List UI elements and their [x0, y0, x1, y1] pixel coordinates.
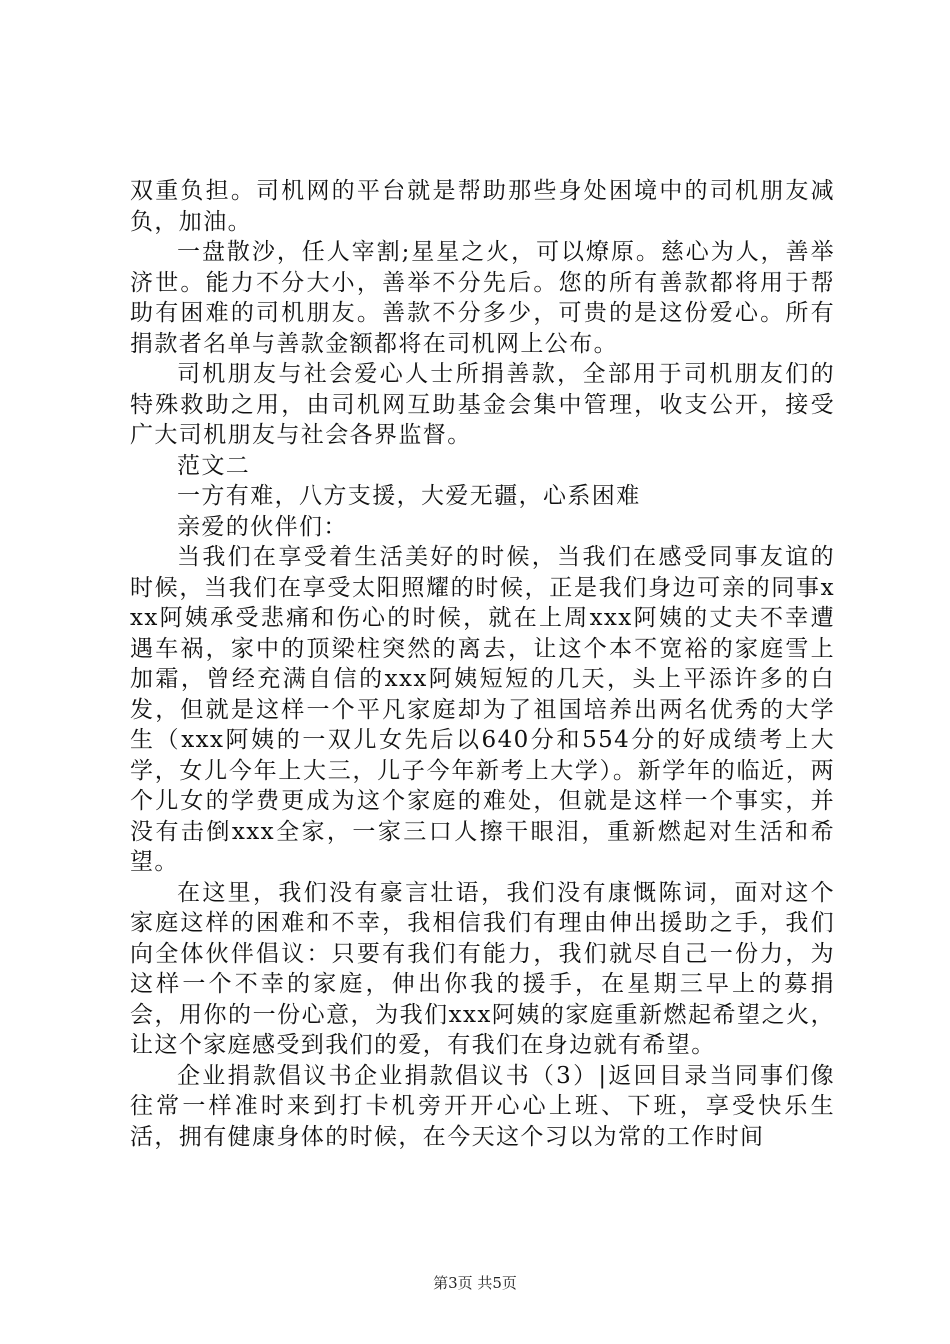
paragraph: 企业捐款倡议书企业捐款倡议书（3）|返回目录当同事们像往常一样准时来到打卡机旁开开心心上班、下班，享受快乐生活，拥有健康身体的时候，在今天这个习以为常的工作时间	[130, 1062, 835, 1150]
paragraph: 司机朋友与社会爱心人士所捐善款，全部用于司机朋友们的特殊救助之用，由司机网互助基金会集中管理，收支公开，接受广大司机朋友与社会各界监督。	[130, 361, 835, 448]
paragraph: 双重负担。司机网的平台就是帮助那些身处困境中的司机朋友减负，加油。	[130, 178, 835, 235]
salutation: 亲爱的伙伴们：	[177, 513, 348, 540]
paragraph: 在这里，我们没有豪言壮语，我们没有康慨陈词，面对这个家庭这样的困难和不幸，我相信我们有理由伸出援助之手，我们向全体伙伴倡议：只要有我们有能力，我们就尽自己一份力，为这样一个不幸的家庭，伸出你我的援手，在星期三早上的募捐会，用你的一份心意，为我们xxx阿姨的家庭重新燃起希望之火，让这个家庭感受到我们的爱，有我们在身边就有希望。	[130, 879, 835, 1058]
subtitle: 一方有难，八方支援，大爱无疆，心系困难	[177, 483, 641, 509]
document-body	[130, 176, 835, 1152]
paragraph: 当我们在享受着生活美好的时候，当我们在感受同事友谊的时候，当我们在享受太阳照耀的时候，正是我们身边可亲的同事xxx阿姨承受悲痛和伤心的时候，就在上周xxx阿姨的丈夫不幸遭遇车祸，家中的顶梁柱突然的离去，让这个本不宽裕的家庭雪上加霜，曾经充满自信的xxx阿姨短短的几天，头上平添许多的白发，但就是这样一个平凡家庭却为了祖国培养出两名优秀的大学生（xxx阿姨的一双儿女先后以640分和554分的好成绩考上大学，女儿今年上大三，儿子今年新考上大学）。新学年的临近，两个儿女的学费更成为这个家庭的难处，但就是这样一个事实，并没有击倒xxx全家，一家三口人擦干眼泪，重新燃起对生活和希望。	[130, 544, 835, 875]
page-number-footer: 第3页 共5页	[433, 1274, 517, 1292]
paragraph: 一盘散沙，任人宰割;星星之火，可以燎原。慈心为人，善举济世。能力不分大小，善举不分先后。您的所有善款都将用于帮助有困难的司机朋友。善款不分多少，可贵的是这份爱心。所有捐款者名单与善款金额都将在司机网上公布。	[130, 239, 835, 357]
section-heading: 范文二	[177, 452, 251, 479]
